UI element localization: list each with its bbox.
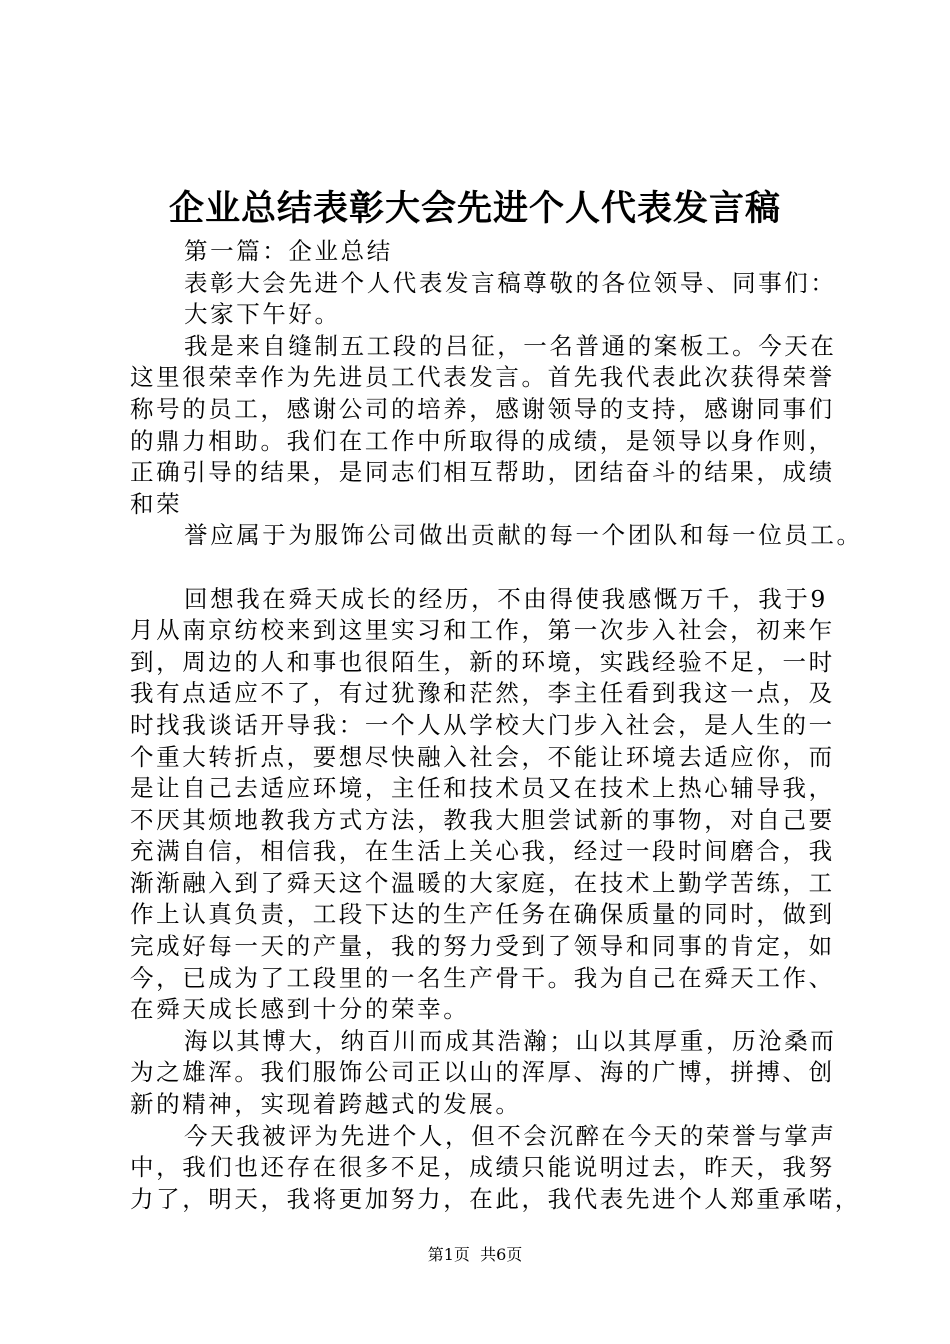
- text-line: 正确引导的结果，是同志们相互帮助，团结奋斗的结果，成绩: [130, 458, 835, 487]
- text-line: 回想我在舜天成长的经历，不由得使我感慨万千，我于9: [184, 584, 828, 613]
- text-line: 渐渐融入到了舜天这个温暖的大家庭，在技术上勤学苦练，工: [130, 868, 835, 897]
- text-line: 为之雄浑。我们服饰公司正以山的浑厚、海的广博，拼搏、创: [130, 1058, 835, 1087]
- text-line: 不厌其烦地教我方式方法，教我大胆尝试新的事物，对自己要: [130, 805, 835, 834]
- text-line: 海以其博大，纳百川而成其浩瀚；山以其厚重，历沧桑而: [184, 1026, 837, 1055]
- text-line: 这里很荣幸作为先进员工代表发言。首先我代表此次获得荣誉: [130, 363, 835, 392]
- text-line: 中，我们也还存在很多不足，成绩只能说明过去，昨天，我努: [130, 1153, 835, 1182]
- text-line: 第一篇：企业总结: [184, 237, 393, 265]
- document-body: [130, 236, 863, 1215]
- text-line: 誉应属于为服饰公司做出贡献的每一个团队和每一位员工。: [184, 521, 863, 550]
- text-line: 个重大转折点，要想尽快融入社会，不能让环境去适应你，而: [130, 742, 835, 771]
- text-line: 表彰大会先进个人代表发言稿尊敬的各位领导、同事们：: [184, 268, 837, 297]
- text-line: 大家下午好。: [184, 300, 341, 329]
- text-line: 充满自信，相信我，在生活上关心我，经过一段时间磨合，我: [130, 837, 835, 866]
- text-line: 到，周边的人和事也很陌生，新的环境，实践经验不足，一时: [130, 647, 835, 676]
- text-line: 作上认真负责，工段下达的生产任务在确保质量的同时，做到: [130, 900, 835, 929]
- text-line: 的鼎力相助。我们在工作中所取得的成绩，是领导以身作则，: [130, 426, 835, 455]
- document-title: 企业总结表彰大会先进个人代表发言稿: [168, 188, 781, 229]
- text-line: [130, 552, 830, 584]
- text-line: 今，已成为了工段里的一名生产骨干。我为自己在舜天工作、: [130, 963, 835, 992]
- text-line: 是让自己去适应环境，主任和技术员又在技术上热心辅导我，: [130, 774, 835, 803]
- page-footer: 第1页 共6页: [427, 1245, 523, 1264]
- text-line: 新的精神，实现着跨越式的发展。: [130, 1090, 522, 1119]
- text-line: 时找我谈话开导我：一个人从学校大门步入社会，是人生的一: [130, 710, 835, 739]
- text-line: 在舜天成长感到十分的荣幸。: [130, 995, 470, 1024]
- text-line: 称号的员工，感谢公司的培养，感谢领导的支持，感谢同事们: [130, 394, 835, 423]
- text-line: 今天我被评为先进个人，但不会沉醉在今天的荣誉与掌声: [184, 1121, 837, 1150]
- text-line: 和荣: [130, 489, 183, 518]
- text-line: 力了，明天，我将更加努力，在此，我代表先进个人郑重承喏，: [130, 1184, 861, 1213]
- text-line: 我是来自缝制五工段的吕征，一名普通的案板工。今天在: [184, 331, 837, 360]
- text-line: 完成好每一天的产量，我的努力受到了领导和同事的肯定，如: [130, 932, 835, 961]
- text-line: 月从南京纺校来到这里实习和工作，第一次步入社会，初来乍: [130, 616, 835, 645]
- text-line: 我有点适应不了，有过犹豫和茫然，李主任看到我这一点，及: [130, 679, 835, 708]
